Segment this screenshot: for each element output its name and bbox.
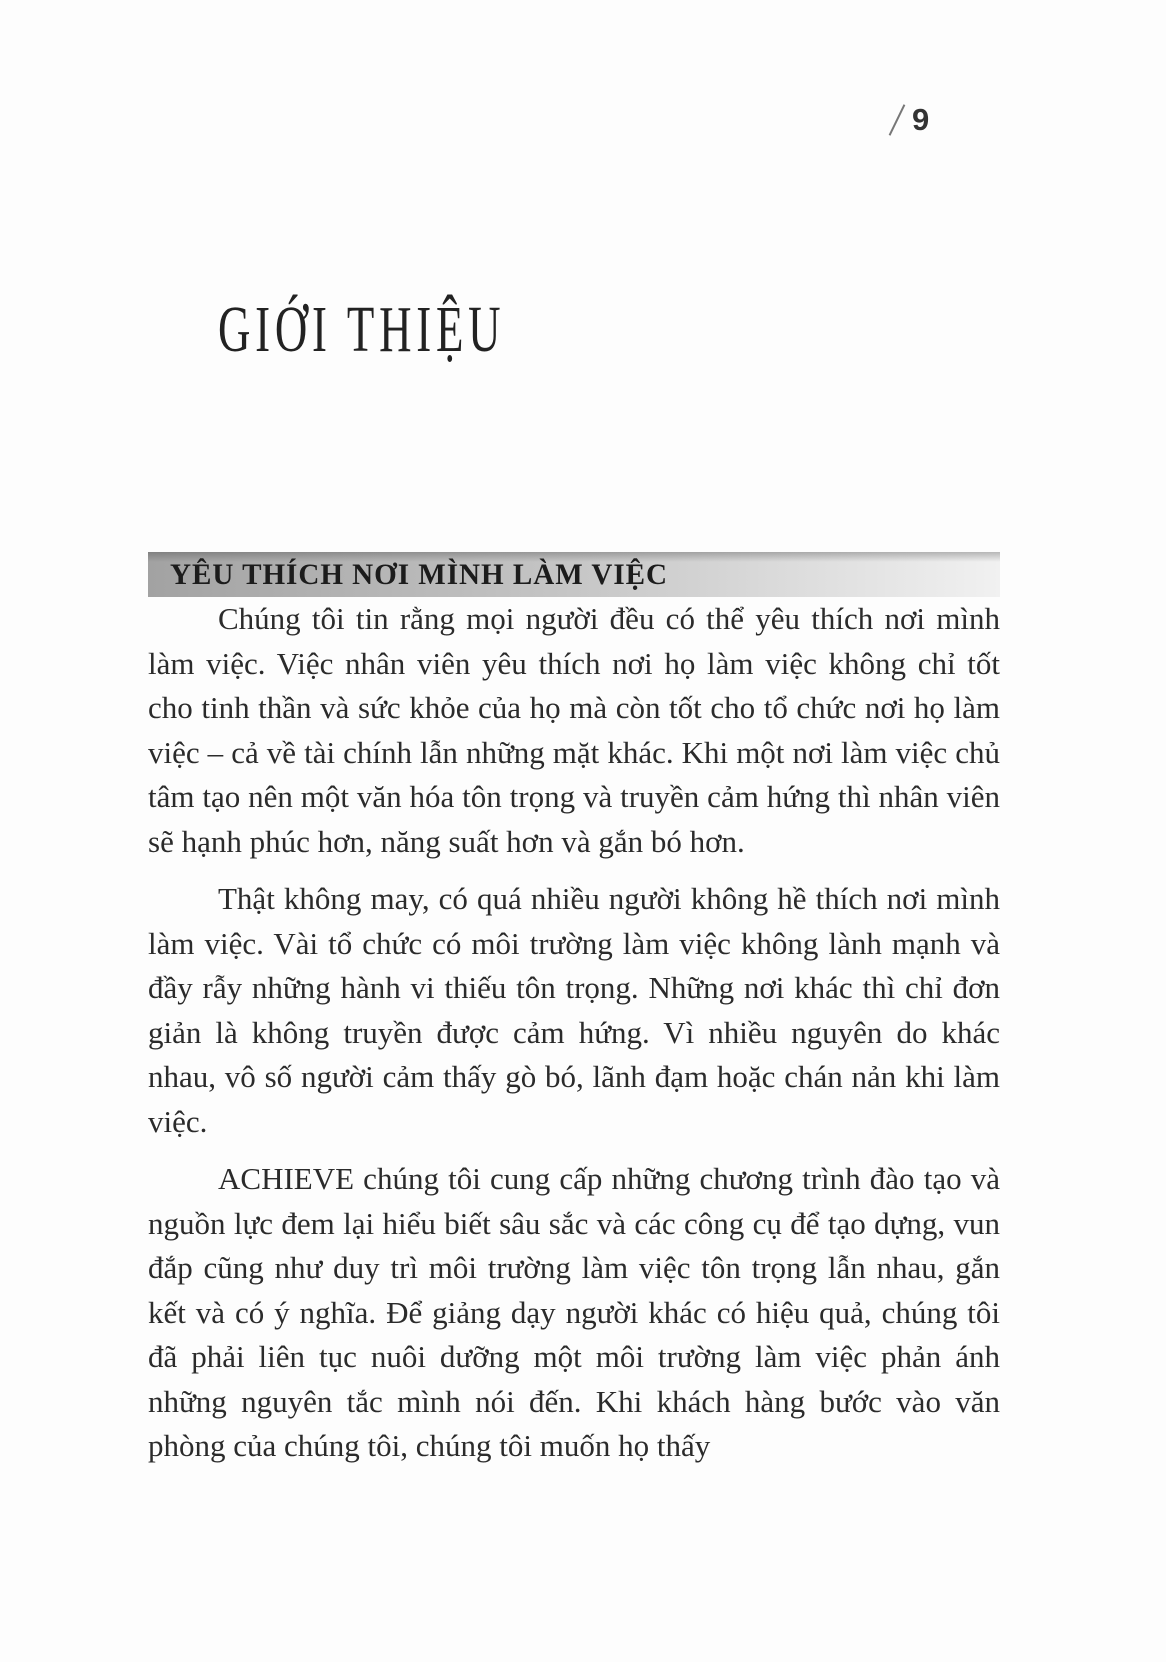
paragraph: Thật không may, có quá nhiều người không hề thích nơi mình làm việc. Vài tổ chức có môi trường làm việc không lành mạnh và đầy rẫy những hành vi thiếu tôn trọng. Những nơi khác thì chỉ đơn giản là không truyền được cảm hứng. Vì nhiều nguyên do khác nhau, vô số người cảm thấy gò bó, lãnh đạm hoặc chán nản khi làm việc. [148,881,1000,1139]
slash-icon [889,104,906,135]
section-header-label: YÊU THÍCH NƠI MÌNH LÀM VIỆC [170,557,669,591]
page-folio [896,100,929,140]
section-header-bar [148,552,1000,597]
chapter-title: GIỚI THIỆU [218,293,506,367]
paragraph: ACHIEVE chúng tôi cung cấp những chương trình đào tạo và nguồn lực đem lại hiểu biết sâu sắc và các công cụ để tạo dựng, vun đắp cũng như duy trì môi trường làm việc tôn trọng lẫn nhau, gắn kết và có ý nghĩa. Để giảng dạy người khác có hiệu quả, chúng tôi đã phải liên tục nuôi dưỡng một môi trường làm việc phản ánh những nguyên tắc mình nói đến. Khi khách hàng bước vào văn phòng của chúng tôi, chúng tôi muốn họ thấy [148,1161,1000,1463]
page-number: 9 [912,102,930,137]
paragraph: Chúng tôi tin rằng mọi người đều có thể yêu thích nơi mình làm việc. Việc nhân viên yêu thích nơi họ làm việc không chỉ tốt cho tinh thần và sức khỏe của họ mà còn tốt cho tổ chức nơi họ làm việc – cả về tài chính lẫn những mặt khác. Khi một nơi làm việc chủ tâm tạo nên một văn hóa tôn trọng và truyền cảm hứng thì nhân viên sẽ hạnh phúc hơn, năng suất hơn và gắn bó hơn. [148,601,1000,859]
body-text [148,597,1000,1482]
